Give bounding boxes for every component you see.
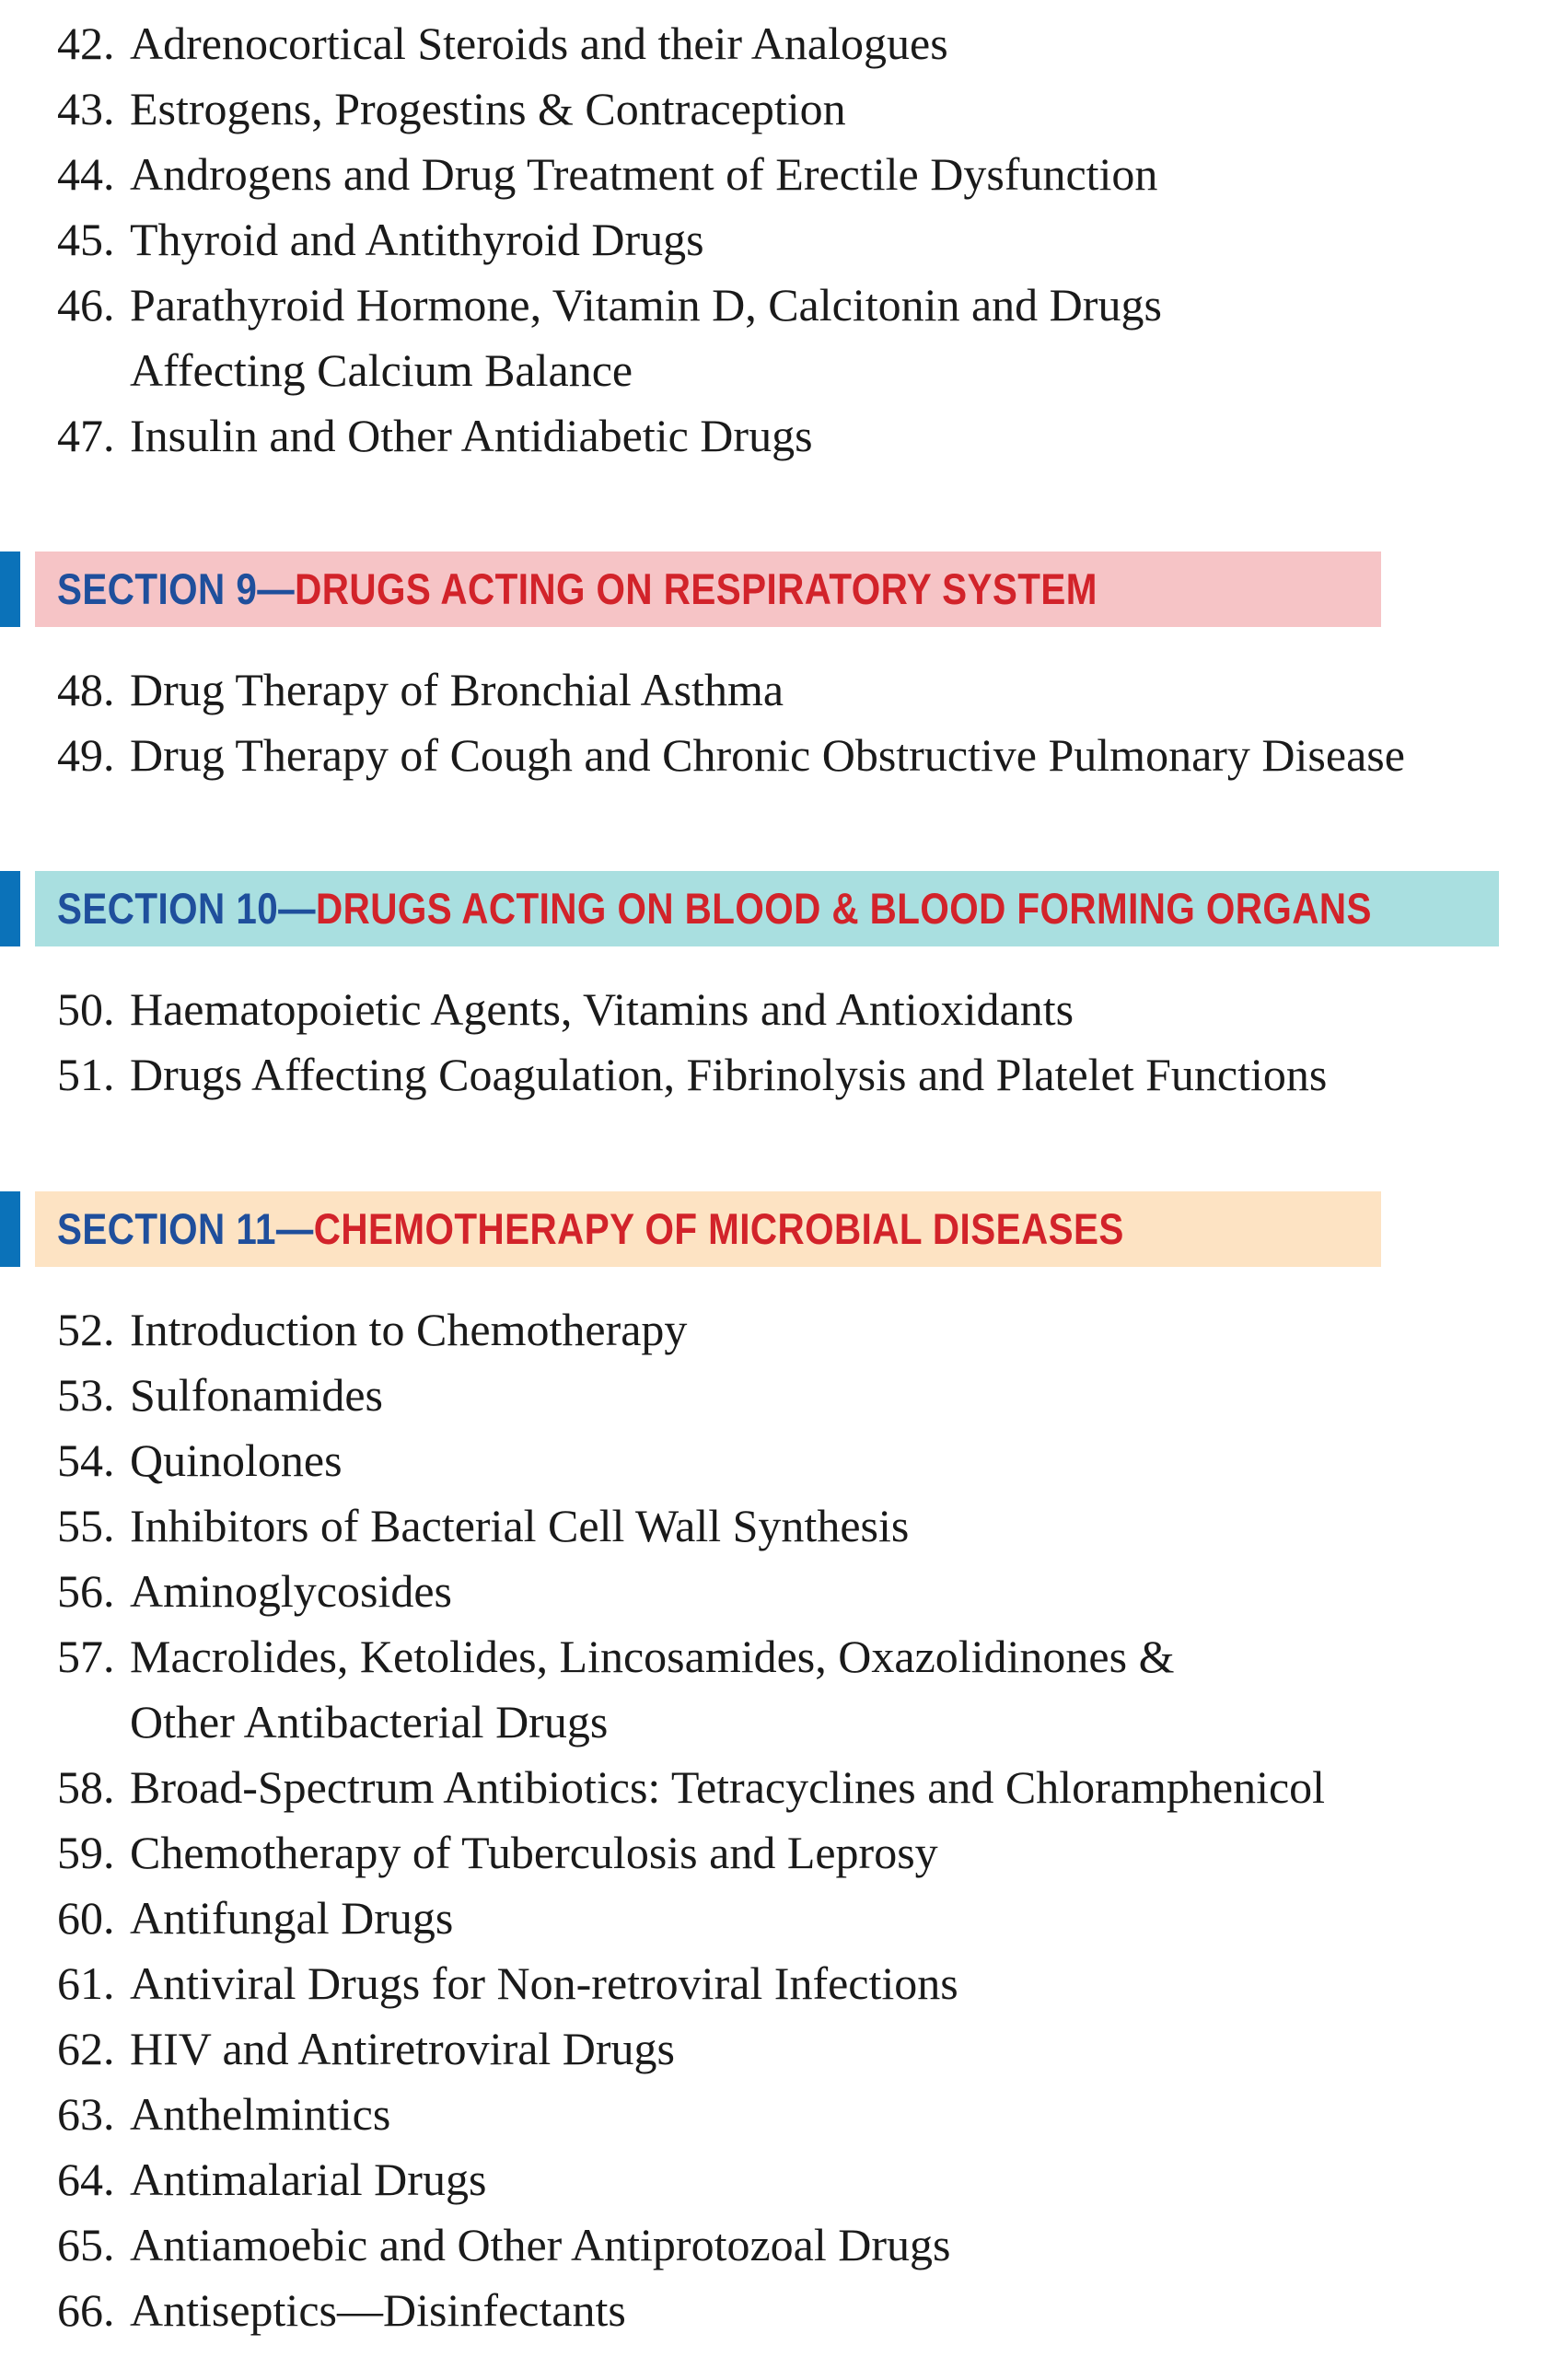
chapter-entry[interactable]: [0, 2147, 1568, 2212]
chapter-entry[interactable]: [0, 142, 1568, 207]
chapter-number: 58.: [57, 1761, 115, 1813]
chapter-list-section-11: [0, 1297, 1568, 2343]
chapter-entry[interactable]: [0, 657, 1568, 723]
chapter-entry[interactable]: [0, 207, 1568, 273]
chapter-entry[interactable]: [0, 2278, 1568, 2343]
chapter-number: 49.: [57, 729, 115, 781]
chapter-entry[interactable]: [0, 1363, 1568, 1428]
chapter-number: 59.: [57, 1827, 115, 1878]
chapter-entry[interactable]: [0, 977, 1568, 1042]
chapter-title: Broad-Spectrum Antibiotics: Tetracyclines and Chloramphenicol: [130, 1761, 1326, 1813]
chapter-number: 53.: [57, 1369, 115, 1421]
chapter-title: Introduction to Chemotherapy: [130, 1304, 688, 1355]
chapter-title: Adrenocortical Steroids and their Analogues: [130, 17, 948, 69]
chapter-number: 48.: [57, 664, 115, 715]
chapter-entry[interactable]: [0, 1493, 1568, 1559]
chapter-number: 57.: [57, 1631, 115, 1682]
chapter-title: Antiseptics—Disinfectants: [130, 2284, 626, 2336]
chapter-number: 65.: [57, 2219, 115, 2270]
chapter-entry[interactable]: [0, 403, 1568, 469]
section-marker-bar: [0, 871, 20, 946]
chapter-number: 46.: [57, 279, 115, 331]
chapter-number: 45.: [57, 214, 115, 265]
chapter-title: Chemotherapy of Tuberculosis and Leprosy: [130, 1827, 938, 1878]
chapter-number: 43.: [57, 83, 115, 134]
chapter-title: Antimalarial Drugs: [130, 2154, 487, 2205]
chapter-number: 55.: [57, 1500, 115, 1551]
section-label: [57, 871, 1372, 946]
chapter-entry[interactable]: [0, 1886, 1568, 1951]
chapter-number: 66.: [57, 2284, 115, 2336]
chapter-number: 64.: [57, 2154, 115, 2205]
chapter-number: 60.: [57, 1892, 115, 1944]
chapter-number: 56.: [57, 1565, 115, 1617]
chapter-number: 52.: [57, 1304, 115, 1355]
chapter-title: Insulin and Other Antidiabetic Drugs: [130, 410, 813, 461]
section-number: SECTION 9: [57, 564, 258, 613]
chapter-entry[interactable]: [0, 1624, 1568, 1689]
chapter-title-continuation: Affecting Calcium Balance: [130, 344, 633, 396]
section-marker-bar: [0, 552, 20, 627]
chapter-entry[interactable]: [0, 723, 1568, 788]
chapter-title: Antifungal Drugs: [130, 1892, 454, 1944]
chapter-number: 42.: [57, 17, 115, 69]
section-label: [57, 1191, 1124, 1267]
chapter-title: Antiamoebic and Other Antiprotozoal Drugs: [130, 2219, 951, 2270]
chapter-entry[interactable]: [0, 1755, 1568, 1820]
chapter-entry[interactable]: [0, 76, 1568, 142]
chapter-entry[interactable]: [0, 2082, 1568, 2147]
chapter-title: Androgens and Drug Treatment of Erectile Dysfunction: [130, 148, 1158, 200]
chapter-title: Haematopoietic Agents, Vitamins and Antioxidants: [130, 983, 1074, 1035]
chapter-entry[interactable]: [0, 11, 1568, 76]
chapter-number: 54.: [57, 1434, 115, 1486]
chapter-number: 62.: [57, 2023, 115, 2074]
section-dash: —: [278, 884, 317, 933]
chapter-entry[interactable]: [0, 1951, 1568, 2016]
chapter-list-section-9: [0, 657, 1568, 788]
section-title: DRUGS ACTING ON RESPIRATORY SYSTEM: [295, 564, 1098, 613]
chapter-title: Aminoglycosides: [130, 1565, 452, 1617]
section-label: [57, 552, 1098, 627]
section-title: DRUGS ACTING ON BLOOD & BLOOD FORMING ORGANS: [316, 884, 1372, 933]
chapter-title: Macrolides, Ketolides, Lincosamides, Oxazolidinones &: [130, 1631, 1175, 1682]
chapter-entry[interactable]: [0, 1297, 1568, 1363]
chapter-title: Anthelmintics: [130, 2088, 391, 2140]
chapter-entry-continuation[interactable]: [0, 1689, 1568, 1755]
chapter-number: 44.: [57, 148, 115, 200]
chapter-number: 61.: [57, 1957, 115, 2009]
section-title: CHEMOTHERAPY OF MICROBIAL DISEASES: [313, 1204, 1124, 1253]
chapter-title: Inhibitors of Bacterial Cell Wall Synthesis: [130, 1500, 910, 1551]
chapter-title-continuation: Other Antibacterial Drugs: [130, 1696, 609, 1747]
chapter-title: Drug Therapy of Cough and Chronic Obstructive Pulmonary Disease: [130, 729, 1405, 781]
chapter-entry[interactable]: [0, 273, 1568, 338]
chapter-title: Parathyroid Hormone, Vitamin D, Calcitonin and Drugs: [130, 279, 1162, 331]
section-number: SECTION 11: [57, 1204, 276, 1253]
chapter-entry[interactable]: [0, 1820, 1568, 1886]
chapter-title: Drug Therapy of Bronchial Asthma: [130, 664, 784, 715]
chapter-entry[interactable]: [0, 1428, 1568, 1493]
chapter-title: Quinolones: [130, 1434, 343, 1486]
chapter-number: 63.: [57, 2088, 115, 2140]
chapter-entry[interactable]: [0, 1559, 1568, 1624]
chapter-title: Drugs Affecting Coagulation, Fibrinolysis and Platelet Functions: [130, 1049, 1328, 1100]
chapter-entry[interactable]: [0, 1042, 1568, 1108]
chapter-title: HIV and Antiretroviral Drugs: [130, 2023, 676, 2074]
section-dash: —: [275, 1204, 314, 1253]
section-marker-bar: [0, 1191, 20, 1267]
chapter-number: 50.: [57, 983, 115, 1035]
chapter-number: 47.: [57, 410, 115, 461]
chapter-title: Thyroid and Antithyroid Drugs: [130, 214, 704, 265]
section-number: SECTION 10: [57, 884, 279, 933]
chapter-list-section-10: [0, 977, 1568, 1108]
chapter-number: 51.: [57, 1049, 115, 1100]
chapter-entry[interactable]: [0, 2016, 1568, 2082]
chapter-entry[interactable]: [0, 2212, 1568, 2278]
chapter-title: Antiviral Drugs for Non-retroviral Infections: [130, 1957, 958, 2009]
chapter-title: Estrogens, Progestins & Contraception: [130, 83, 846, 134]
chapter-list-endocrine: [0, 11, 1568, 469]
chapter-title: Sulfonamides: [130, 1369, 383, 1421]
chapter-entry-continuation[interactable]: [0, 338, 1568, 403]
section-dash: —: [257, 564, 296, 613]
